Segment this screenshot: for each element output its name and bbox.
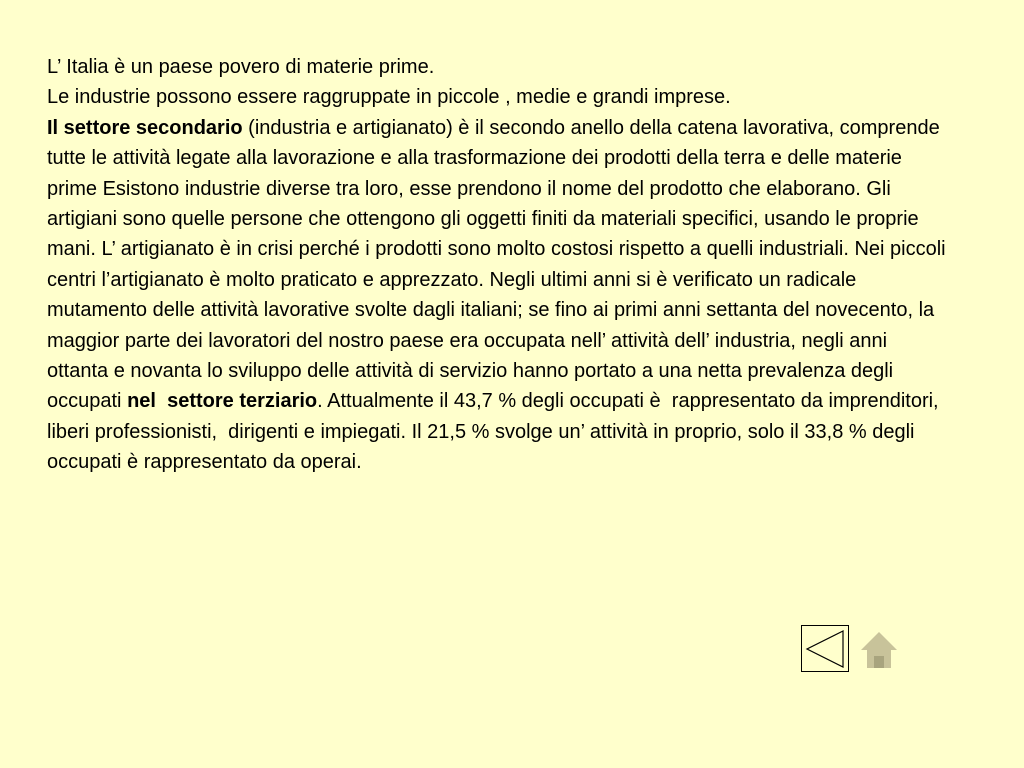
triangle-left-icon — [802, 626, 848, 671]
home-button[interactable] — [859, 630, 899, 670]
body-text-part-1: (industria e artigianato) è il secondo anello della catena lavorativa, comprende tutte le attività legate alla lavorazione e alla trasformazione dei prodotti della terra e delle materie prime Esistono industrie diverse tra loro, esse prendono il nome del prodotto che elaborano. Gli artigiani sono quelle persone che ottengono gli oggetti finiti da materiali specifici, usando le proprie mani. L’ artigianato è in crisi perché i prodotti sono molto costosi rispetto a quelli industriali. Nei piccoli centri l’artigianato è molto praticato e apprezzato. Negli ultimi anni si è verificato un radicale mutamento delle attività lavorative svolte dagli italiani; se fino ai primi anni settanta del novecento, la maggior parte dei lavoratori del nostro paese era occupata nell’ attività dell’ industria, negli anni ottanta e novanta lo sviluppo delle attività di servizio hanno portato a una netta prevalenza degli occupati — [47, 116, 952, 413]
body-text-part-2: . Attualmente il 43,7 % degli occupati è rappresentato da imprenditori, liberi professionisti, dirigenti e impiegati. Il 21,5 % svolge un’ attività in proprio, solo il 33,8 % degli occupati è rappresentato da operai. — [47, 390, 945, 474]
tertiary-sector-heading: nel settore terziario — [127, 390, 318, 413]
back-button[interactable] — [801, 625, 849, 672]
house-icon — [859, 630, 899, 670]
main-text — [47, 52, 952, 478]
intro-line-2: Le industrie possono essere raggruppate in piccole , medie e grandi imprese. — [47, 86, 731, 109]
secondary-sector-heading: Il settore secondario — [47, 116, 243, 139]
intro-line-1: L’ Italia è un paese povero di materie prime. — [47, 56, 435, 78]
